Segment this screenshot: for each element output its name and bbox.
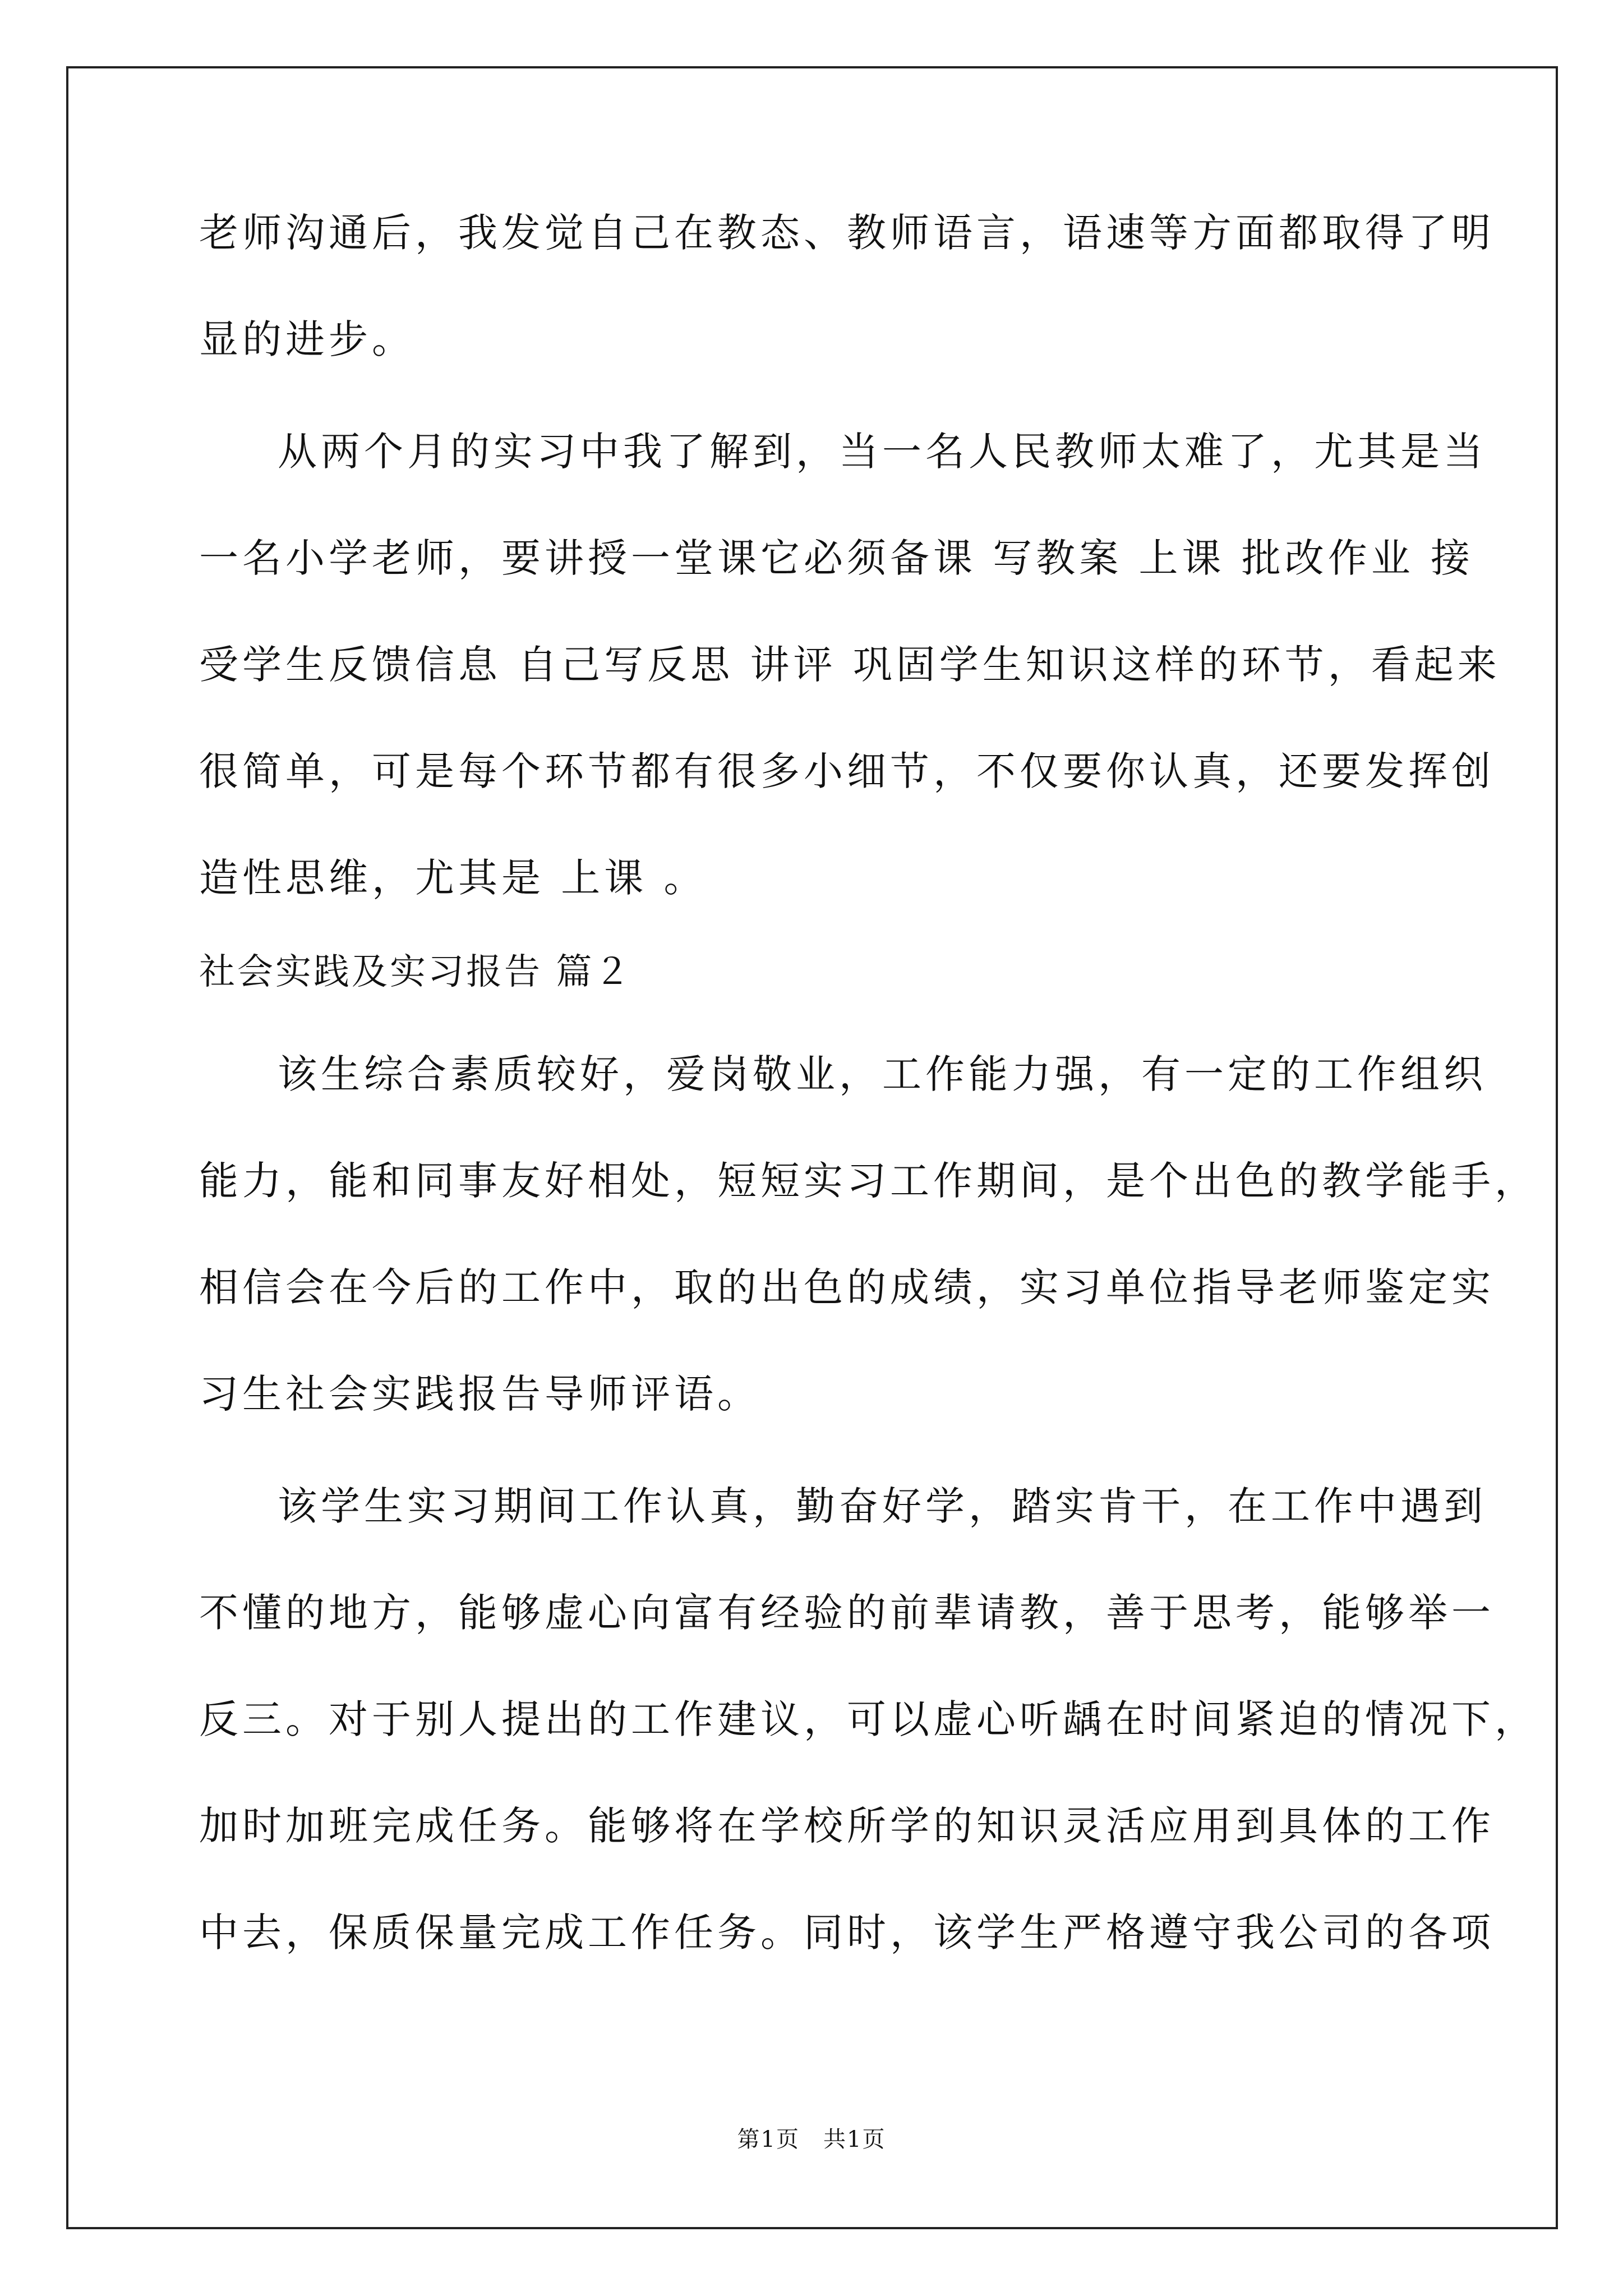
text-line: 加时加班完成任务。能够将在学校所学的知识灵活应用到具体的工作 (199, 1803, 1495, 1849)
section-heading: 社会实践及实习报告 篇２ (199, 951, 633, 993)
text-line: 该生综合素质较好，爱岗敬业，工作能力强，有一定的工作组织 (278, 1051, 1487, 1097)
text-line: 一名小学老师，要讲授一堂课它必须备课 写教案 上课 批改作业 接 (199, 535, 1474, 581)
text-line: 反三。对于别人提出的工作建议，可以虚心听龋在时间紧迫的情况下， (199, 1696, 1538, 1742)
text-line: 该学生实习期间工作认真，勤奋好学，踏实肯干，在工作中遇到 (278, 1483, 1487, 1529)
text-line: 老师沟通后，我发觉自己在教态、教师语言，语速等方面都取得了明 (199, 210, 1495, 256)
text-line: 显的进步。 (199, 316, 415, 362)
text-line: 受学生反馈信息 自己写反思 讲评 巩固学生知识这样的环节，看起来 (199, 642, 1501, 688)
text-line: 不懂的地方，能够虚心向富有经验的前辈请教，善于思考，能够举一 (199, 1590, 1495, 1636)
text-line: 造性思维，尤其是 上课 。 (199, 855, 707, 901)
text-line: 习生社会实践报告导师评语。 (199, 1371, 760, 1417)
text-line: 能力，能和同事友好相处，短短实习工作期间，是个出色的教学能手， (199, 1158, 1538, 1204)
text-line: 从两个月的实习中我了解到，当一名人民教师太难了，尤其是当 (278, 429, 1487, 475)
text-line: 相信会在今后的工作中，取的出色的成绩，实习单位指导老师鉴定实 (199, 1264, 1495, 1310)
page-footer: 第1页 共1页 (737, 2127, 886, 2152)
text-line: 很简单，可是每个环节都有很多小细节，不仅要你认真，还要发挥创 (199, 748, 1495, 794)
text-line: 中去，保质保量完成工作任务。同时，该学生严格遵守我公司的各项 (199, 1910, 1495, 1955)
